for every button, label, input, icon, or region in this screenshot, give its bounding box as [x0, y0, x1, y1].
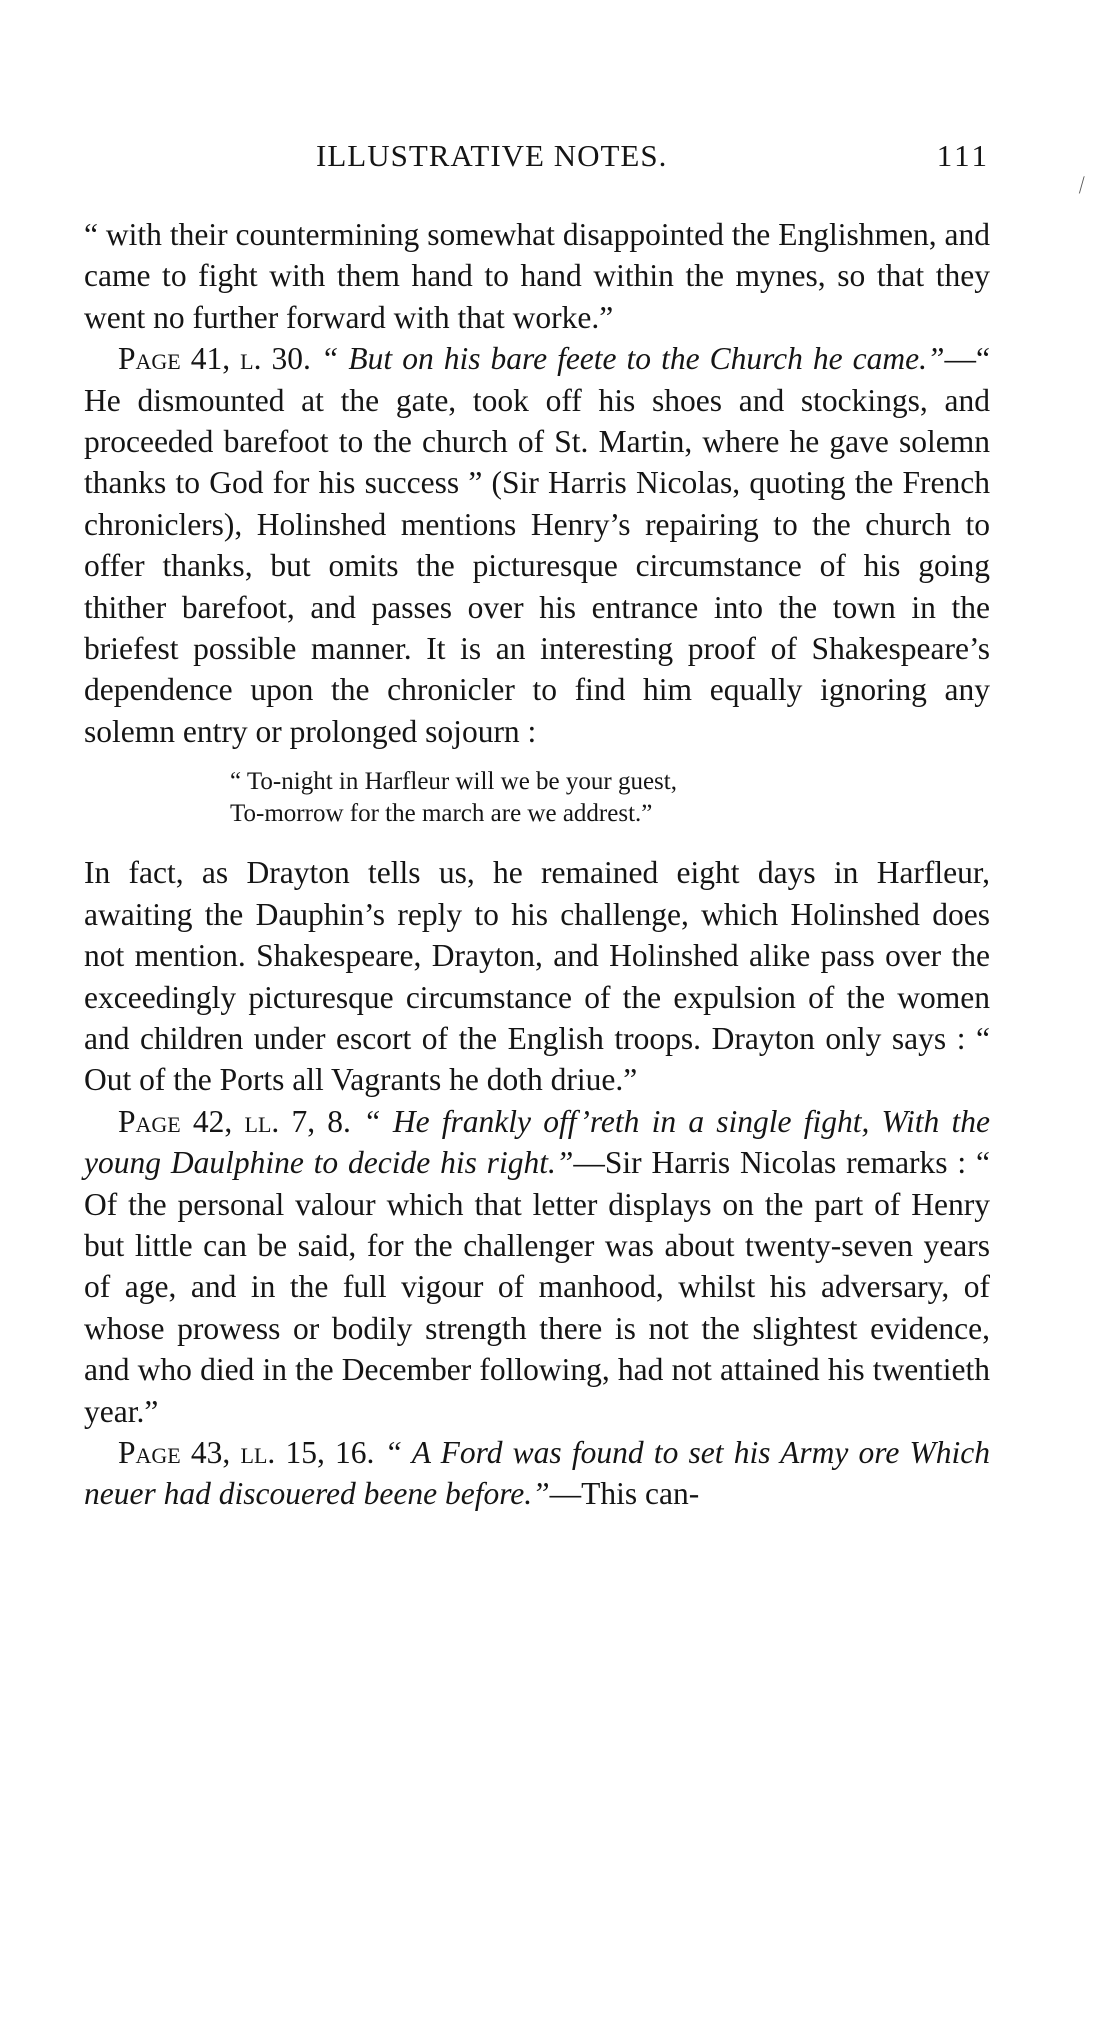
note-quotation: “ But on his bare feete to the Church he came.” [320, 341, 945, 377]
running-title: ILLUSTRATIVE NOTES. [316, 138, 668, 173]
note-commentary: —“ He dismounted at the gate, took off his shoes and stockings, and proceeded barefoot to the church of St. Martin, where he gave solemn thanks to God for his success ” (Sir Harris Nicolas, quoting the French chroniclers), Holinshed mentions Henry’s repairing to the church to offer thanks, but omits the picturesque circumstance of his going thither barefoot, and passes over his entrance into the town in the briefest possible manner. It is an interesting proof of Shakespeare’s dependence upon the chronicler to find him equally ignoring any solemn entry or prolonged sojourn : [84, 341, 991, 749]
note-page-43 [84, 1432, 990, 1515]
paragraph-continuation: “ with their countermining somewhat disappointed the Englishmen, and came to fight with them hand to hand within the mynes, so that they went no further forward with that worke.” [84, 217, 990, 335]
note-reference: Page 43, ll. 15, 16. [118, 1434, 375, 1470]
note-commentary: —This can- [549, 1476, 700, 1512]
paragraph-drayton: In fact, as Drayton tells us, he remained eight days in Harfleur, awaiting the Dauphin’s reply to his challenge, which Holinshed does not mention. Shakespeare, Drayton, and Holinshed alike pass over the exceedingly picturesque circumstance of the expulsion of the women and children under escort of the English troops. Drayton only says : “ Out of the Ports all Vagrants he doth driue.” [84, 855, 990, 1098]
note-quotation: “ A Ford was found to set his Army ore Which neuer had discouered beene before.” [84, 1434, 990, 1512]
margin-mark: ⁄ [1075, 172, 1088, 197]
page-header [84, 138, 990, 178]
note-page-41 [84, 338, 990, 752]
notes-body [84, 214, 990, 1515]
page-number: 111 [936, 138, 990, 173]
verse-quotation [84, 752, 990, 852]
note-reference: Page 42, ll. 7, 8. [118, 1103, 351, 1139]
verse-line: To-morrow for the march are we addrest.” [230, 800, 653, 828]
note-quotation: “ He frankly off’reth in a single fight, With the young Daulphine to decide his right.” [84, 1103, 990, 1181]
note-reference: Page 41, l. 30. [118, 341, 311, 377]
note-page-42 [84, 1101, 990, 1432]
note-commentary: —Sir Harris Nicolas remarks : “ Of the personal valour which that letter displays on the part of Henry but little can be said, for the challenger was about twenty-seven years of age, and in the full vigour of manhood, whilst his adversary, of whose prowess or bodily strength there is not the slightest evidence, and who died in the December following, had not attained his twentieth year.” [84, 1145, 990, 1429]
verse-line: “ To-night in Harfleur will we be your guest, [230, 768, 677, 796]
